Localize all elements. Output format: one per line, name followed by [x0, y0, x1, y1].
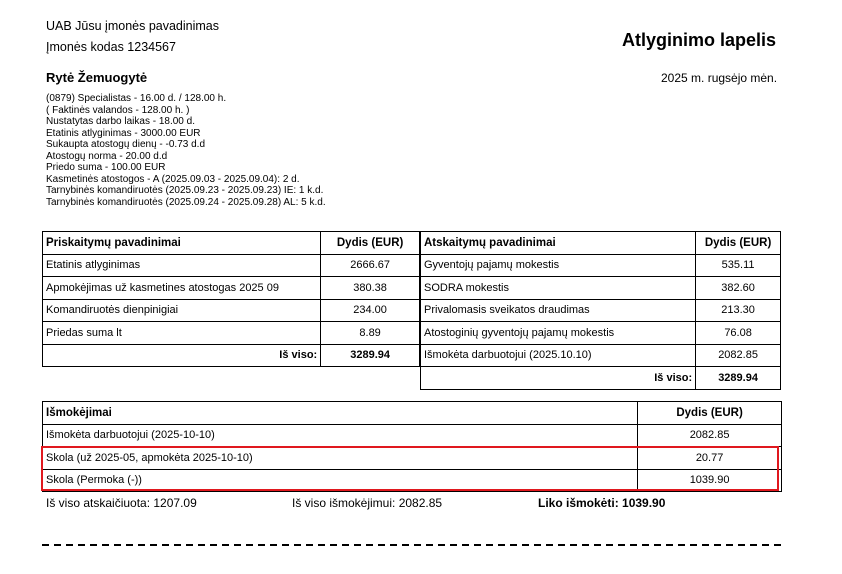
- deductions-header-name: Atskaitymų pavadinimai: [421, 232, 696, 255]
- deduction-amount: 2082.85: [696, 344, 781, 367]
- summary-deducted: Iš viso atskaičiuota: 1207.09: [46, 496, 197, 510]
- cut-line-divider: [42, 544, 784, 546]
- payments-header-name: Išmokėjimai: [43, 402, 638, 425]
- earnings-header-amount: Dydis (EUR): [321, 232, 420, 255]
- payments-header-amount: Dydis (EUR): [638, 402, 782, 425]
- deduction-amount: 213.30: [696, 299, 781, 322]
- deduction-name: SODRA mokestis: [421, 277, 696, 300]
- earning-name: Apmokėjimas už kasmetines atostogas 2025 09: [43, 277, 321, 300]
- table-row: [421, 277, 781, 300]
- detail-line: Atostogų norma - 20.00 d.d: [46, 150, 168, 162]
- detail-line: Kasmetinės atostogos - A (2025.09.03 - 2025.09.04): 2 d.: [46, 173, 300, 185]
- summary-paid: Iš viso išmokėjimui: 2082.85: [292, 496, 443, 510]
- payment-name: Skola (Permoka (-)): [43, 469, 638, 492]
- table-row: [43, 277, 420, 300]
- employee-details: [46, 93, 326, 208]
- earning-name: Komandiruotės dienpinigiai: [43, 299, 321, 322]
- table-row: [43, 322, 420, 345]
- earnings-total-label: Iš viso:: [43, 344, 321, 367]
- earning-amount: 234.00: [321, 299, 420, 322]
- table-header-row: [421, 232, 781, 255]
- table-row: [43, 299, 420, 322]
- detail-line: Sukaupta atostogų dienų - -0.73 d.d: [46, 139, 206, 150]
- company-name: UAB Jūsu įmonės pavadinimas: [46, 19, 219, 33]
- deductions-total-label: Iš viso:: [421, 367, 696, 390]
- deduction-name: Išmokėta darbuotojui (2025.10.10): [421, 344, 696, 367]
- detail-line: ( Faktinės valandos - 128.00 h. ): [46, 104, 190, 116]
- summary-remaining: Liko išmokėti: 1039.90: [538, 496, 666, 510]
- payment-amount: 20.77: [638, 447, 782, 470]
- deduction-amount: 382.60: [696, 277, 781, 300]
- detail-line: Etatinis atlyginimas - 3000.00 EUR: [46, 127, 201, 139]
- table-header-row: [43, 402, 782, 425]
- earnings-header-name: Priskaitymų pavadinimai: [43, 232, 321, 255]
- payment-amount: 1039.90: [638, 469, 782, 492]
- table-row: [421, 344, 781, 367]
- detail-line: Tarnybinės komandiruotės (2025.09.24 - 2025.09.28) AL: 5 k.d.: [46, 196, 326, 208]
- table-total-row: [421, 367, 781, 390]
- payment-name: Išmokėta darbuotojui (2025-10-10): [43, 424, 638, 447]
- page-title: Atlyginimo lapelis: [622, 30, 777, 50]
- payment-name: Skola (už 2025-05, apmokėta 2025-10-10): [43, 447, 638, 470]
- payment-amount: 2082.85: [638, 424, 782, 447]
- detail-line: Nustatytas darbo laikas - 18.00 d.: [46, 116, 195, 127]
- deduction-name: Atostoginių gyventojų pajamų mokestis: [421, 322, 696, 345]
- earnings-total-value: 3289.94: [321, 344, 420, 367]
- employee-name: Rytė Žemuogytė: [46, 70, 148, 85]
- table-row: [421, 322, 781, 345]
- earning-name: Priedas suma lt: [43, 322, 321, 345]
- company-code: Įmonės kodas 1234567: [46, 40, 176, 54]
- deductions-total-value: 3289.94: [696, 367, 781, 390]
- highlight-box: [41, 446, 779, 491]
- earning-amount: 2666.67: [321, 254, 420, 277]
- table-row: [43, 424, 782, 447]
- detail-line: Priedo suma - 100.00 EUR: [46, 162, 166, 173]
- deduction-amount: 76.08: [696, 322, 781, 345]
- deductions-header-amount: Dydis (EUR): [696, 232, 781, 255]
- earnings-table: [42, 231, 420, 367]
- earning-amount: 380.38: [321, 277, 420, 300]
- deduction-amount: 535.11: [696, 254, 781, 277]
- detail-line: Tarnybinės komandiruotės (2025.09.23 - 2025.09.23) IE: 1 k.d.: [46, 185, 324, 196]
- period-label: 2025 m. rugsėjo mėn.: [661, 71, 778, 85]
- table-total-row: [43, 344, 420, 367]
- detail-line: (0879) Specialistas - 16.00 d. / 128.00 h.: [46, 93, 227, 104]
- table-row: [421, 299, 781, 322]
- earning-name: Etatinis atlyginimas: [43, 254, 321, 277]
- table-row: [43, 254, 420, 277]
- table-header-row: [43, 232, 420, 255]
- deduction-name: Privalomasis sveikatos draudimas: [421, 299, 696, 322]
- deductions-table: [420, 231, 781, 390]
- earning-amount: 8.89: [321, 322, 420, 345]
- deduction-name: Gyventojų pajamų mokestis: [421, 254, 696, 277]
- table-row: [421, 254, 781, 277]
